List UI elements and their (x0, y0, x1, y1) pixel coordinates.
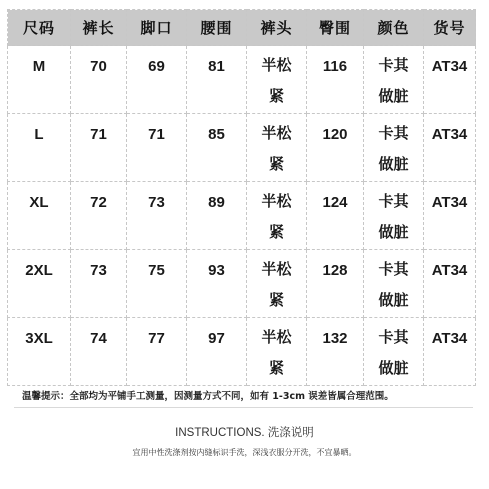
cell-size: 2XL (8, 250, 71, 318)
cell-color: 卡其做脏 (364, 182, 424, 250)
table-row (8, 182, 476, 250)
table-row (8, 318, 476, 386)
size-chart-table (7, 9, 476, 386)
header-leg-opening: 脚口 (127, 10, 187, 46)
header-pant-length: 裤长 (71, 10, 127, 46)
table-row (8, 46, 476, 114)
cell-item-number: AT34 (424, 46, 476, 114)
cell-waist: 97 (187, 318, 247, 386)
instructions-title: INSTRUCTIONS. 洗涤说明 (175, 427, 314, 439)
cell-hip: 132 (307, 318, 364, 386)
cell-pant-length: 74 (71, 318, 127, 386)
cell-hip: 116 (307, 46, 364, 114)
header-size: 尺码 (8, 10, 71, 46)
cell-item-number: AT34 (424, 182, 476, 250)
table-header-row (8, 10, 476, 46)
header-waist: 腰围 (187, 10, 247, 46)
cell-waist: 81 (187, 46, 247, 114)
cell-waistband: 半松紧 (247, 250, 307, 318)
cell-waistband: 半松紧 (247, 318, 307, 386)
header-waistband: 裤头 (247, 10, 307, 46)
cell-waist: 93 (187, 250, 247, 318)
cell-size: XL (8, 182, 71, 250)
cell-pant-length: 71 (71, 114, 127, 182)
header-hip: 臀围 (307, 10, 364, 46)
cell-waist: 89 (187, 182, 247, 250)
cell-leg-opening: 71 (127, 114, 187, 182)
cell-item-number: AT34 (424, 250, 476, 318)
cell-item-number: AT34 (424, 114, 476, 182)
section-divider (14, 407, 473, 408)
cell-color: 卡其做脏 (364, 46, 424, 114)
cell-leg-opening: 75 (127, 250, 187, 318)
cell-item-number: AT34 (424, 318, 476, 386)
cell-size: L (8, 114, 71, 182)
table-row (8, 114, 476, 182)
cell-waistband: 半松紧 (247, 182, 307, 250)
cell-pant-length: 72 (71, 182, 127, 250)
cell-hip: 124 (307, 182, 364, 250)
cell-leg-opening: 73 (127, 182, 187, 250)
cell-waistband: 半松紧 (247, 114, 307, 182)
cell-hip: 120 (307, 114, 364, 182)
instructions-body: 宜用中性洗涤剂按内缝标识手洗，深浅衣服分开洗，不宜暴晒。 (132, 448, 357, 457)
cell-waist: 85 (187, 114, 247, 182)
measurement-notice: 温馨提示：全部均为平铺手工测量，因测量方式不同，如有 1-3cm 误差皆属合理范围。 (22, 391, 394, 402)
cell-leg-opening: 77 (127, 318, 187, 386)
cell-leg-opening: 69 (127, 46, 187, 114)
table-row (8, 250, 476, 318)
cell-size: 3XL (8, 318, 71, 386)
header-item-number: 货号 (424, 10, 476, 46)
cell-hip: 128 (307, 250, 364, 318)
header-color: 颜色 (364, 10, 424, 46)
cell-size: M (8, 46, 71, 114)
cell-color: 卡其做脏 (364, 250, 424, 318)
cell-pant-length: 73 (71, 250, 127, 318)
cell-waistband: 半松紧 (247, 46, 307, 114)
cell-color: 卡其做脏 (364, 114, 424, 182)
cell-color: 卡其做脏 (364, 318, 424, 386)
cell-pant-length: 70 (71, 46, 127, 114)
